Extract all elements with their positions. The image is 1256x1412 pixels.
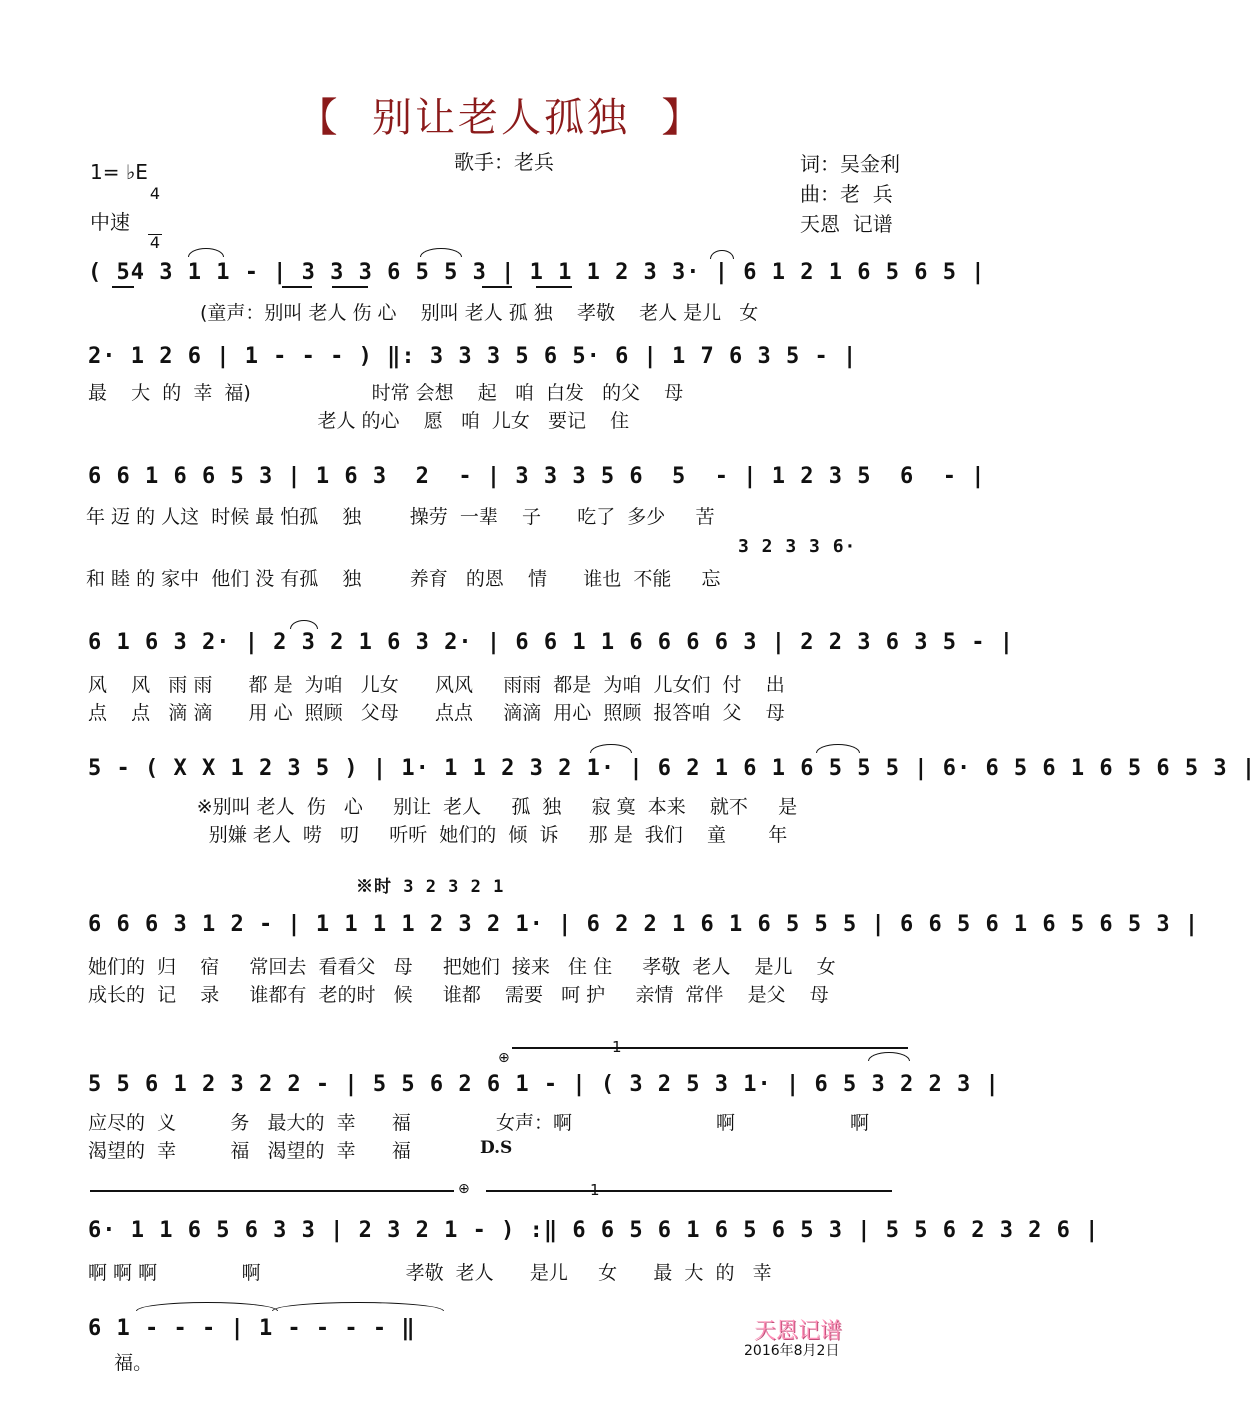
coda-sign-1: ⊕ [498, 1050, 510, 1066]
lyric-row-2b: 老人 的心 愿 咱 儿女 要记 住 [88, 410, 630, 432]
lyric-row-1: (童声：别叫 老人 伤 心 别叫 老人 孤 独 孝敬 老人 是儿 女 [200, 302, 759, 324]
notation-row-5: 5 - ( X X 1 2 3 5 ) | 1· 1 1 2 3 2 1· | 6 2 1 6 1 6 5 5 5 | 6· 6 5 6 1 6 5 6 5 3 | [88, 756, 1256, 781]
beam-underline [482, 286, 512, 288]
beam-underline [282, 286, 312, 288]
lyric-row-6b: 成长的 记 录 谁都有 老的时 候 谁都 需要 呵 护 亲情 常伴 是父 母 [88, 984, 829, 1006]
tie-arc [272, 1302, 444, 1311]
notation-row-4: 6 1 6 3 2· | 2 3 2 1 6 3 2· | 6 6 1 1 6 6 6 6 3 | 2 2 3 6 3 5 - | [88, 630, 1014, 655]
notation-row-2: 2· 1 2 6 | 1 - - - ) ‖: 3 3 3 5 6 5· 6 | 1 7 6 3 5 - | [88, 344, 858, 369]
beam-underline [332, 286, 368, 288]
transcription-date: 2016年8月2日 [744, 1343, 840, 1359]
lyric-row-2a: 最 大 的 幸 福) 时常 会想 起 咱 白发 的父 母 [88, 382, 684, 404]
song-title: 【 别让老人孤独 】 [297, 95, 705, 141]
notation-row-3: 6 6 1 6 6 5 3 | 1 6 3 2 - | 3 3 3 5 6 5 - | 1 2 3 5 6 - | [88, 464, 986, 489]
lyric-row-3a: 年 迈 的 人这 时候 最 怕孤 独 操劳 一辈 子 吃了 多少 苦 [86, 506, 715, 528]
transcriber-credit: 天恩 记谱 [800, 212, 893, 236]
volta-number-2: 1 [590, 1181, 600, 1199]
lyric-row-3b: 和 睦 的 家中 他们 没 有孤 独 养育 的恩 情 谁也 不能 忘 [86, 568, 721, 590]
volta-bracket-2 [90, 1190, 454, 1192]
lyric-row-7a: 应尽的 义 务 最大的 幸 福 [88, 1112, 411, 1134]
composer-credit: 曲：老 兵 [800, 182, 893, 206]
ah-syllable-3: 啊 [850, 1112, 870, 1134]
lyric-row-9: 福。 [90, 1352, 153, 1374]
volta-number-1: 1 [612, 1038, 622, 1056]
notation-row-8: 6· 1 1 6 5 6 3 3 | 2 3 2 1 - ) :‖ 6 6 5 6 1 6 5 6 5 3 | 5 5 6 2 3 2 6 | [88, 1218, 1100, 1243]
tie-arc [136, 1302, 278, 1311]
tie-arc [590, 744, 632, 753]
beam-underline [112, 286, 134, 288]
segno-lead-notes: ※时 3 2 3 2 1 [356, 877, 505, 897]
female-vocal-label: 女声：啊 [496, 1112, 573, 1134]
tie-arc [420, 248, 462, 257]
variation-notes: 3 2 3 3 6· [738, 536, 857, 557]
dal-segno-mark: D.S [480, 1138, 513, 1158]
volta-bracket-1 [512, 1047, 908, 1049]
tie-arc [868, 1052, 910, 1061]
time-signature [148, 154, 162, 267]
tie-arc [188, 248, 224, 257]
notation-row-7: 5 5 6 1 2 3 2 2 - | 5 5 6 2 6 1 - | ( 3 2 5 3 1· | 6 5 3 2 2 3 | [88, 1072, 1000, 1097]
lyric-row-4b: 点 点 滴 滴 用 心 照顾 父母 点点 滴滴 用心 照顾 报答咱 父 母 [88, 702, 785, 724]
time-bottom: 4 [149, 233, 161, 252]
lyricist-credit: 词：吴金利 [800, 152, 900, 176]
lyric-row-7b: 渴望的 幸 福 渴望的 幸 福 [88, 1140, 411, 1162]
singer-credit: 歌手：老兵 [454, 150, 554, 174]
watermark-logo: 天恩记谱 [754, 1319, 843, 1344]
key-signature: 1= ♭E [90, 160, 148, 184]
lyric-row-5a: ※别叫 老人 伤 心 别让 老人 孤 独 寂 寞 本来 就不 是 [88, 796, 798, 818]
lyric-row-6a: 她们的 归 宿 常回去 看看父 母 把她们 接来 住 住 孝敬 老人 是儿 女 [88, 956, 836, 978]
time-top: 4 [149, 184, 161, 203]
lyric-row-5b: 别嫌 老人 唠 叨 听听 她们的 倾 诉 那 是 我们 童 年 [88, 824, 788, 846]
notation-row-6: 6 6 6 3 1 2 - | 1 1 1 1 2 3 2 1· | 6 2 2 1 6 1 6 5 5 5 | 6 6 5 6 1 6 5 6 5 3 | [88, 912, 1200, 937]
lyric-row-8: 啊 啊 啊 啊 孝敬 老人 是儿 女 最 大 的 幸 [88, 1262, 772, 1284]
tempo-marking: 中速 [90, 210, 130, 234]
lyric-row-4a: 风 风 雨 雨 都 是 为咱 儿女 风风 雨雨 都是 为咱 儿女们 付 出 [88, 674, 785, 696]
ah-syllable-2: 啊 [716, 1112, 736, 1134]
notation-row-1: ( 54 3 1 1 - | 3 3 3 6 5 5 3 | 1 1 1 2 3 3· | 6 1 2 1 6 5 6 5 | [88, 260, 986, 285]
tie-arc [290, 620, 318, 629]
tie-arc [710, 250, 734, 259]
notation-row-9: 6 1 - - - | 1 - - - - ‖ [88, 1316, 416, 1341]
volta-bracket-3 [486, 1190, 892, 1192]
tie-arc [816, 744, 860, 753]
coda-sign-2: ⊕ [458, 1181, 470, 1197]
beam-underline [536, 286, 572, 288]
